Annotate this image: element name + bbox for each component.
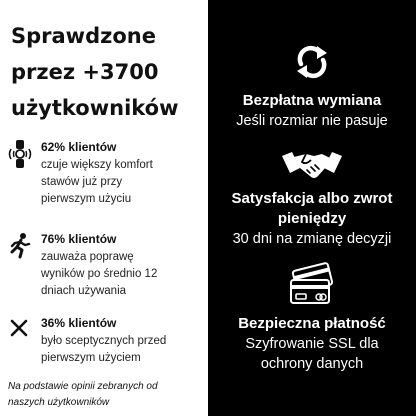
stat-description <box>41 157 153 208</box>
stat-percent: 62% klientów <box>41 140 117 154</box>
stat-line: wyników po średnio 12 <box>41 268 158 280</box>
feature-secure-payment <box>208 262 416 374</box>
headline-line: użytkowników <box>11 96 179 120</box>
stat-line: było sceptycznych przed <box>41 335 167 347</box>
feature-title-line: pieniędzy <box>277 210 347 227</box>
headline-line: przez +3700 <box>11 60 159 84</box>
stat-line: dniach używania <box>41 285 127 297</box>
source-note <box>8 379 158 411</box>
stat-line: pierwszym użyciu <box>41 193 132 205</box>
joint-icon <box>8 140 32 168</box>
feature-title-line: Bezpłatna wymiana <box>242 92 382 109</box>
right-panel <box>208 0 416 416</box>
stat-line: stawów już przy <box>41 176 123 188</box>
stat-percent: 76% klientów <box>41 232 117 246</box>
feature-title <box>208 314 416 334</box>
feature-title <box>208 189 416 229</box>
feature-subtitle <box>208 229 416 249</box>
feature-subtitle <box>208 111 416 131</box>
note-line: Na podstawie opinii zebranych od <box>8 381 158 392</box>
handshake-icon <box>282 148 342 182</box>
stat-line: pierwszym użyciem <box>41 352 141 364</box>
feature-subtitle-line: Szyfrowanie SSL dla <box>245 336 379 352</box>
feature-subtitle-line: Jeśli rozmiar nie pasuje <box>236 113 388 129</box>
feature-title-line: Satysfakcja albo zwrot <box>231 190 393 207</box>
headline-line: Sprawdzone <box>11 24 156 48</box>
stat-description <box>41 333 166 367</box>
stat-percent: 36% klientów <box>41 316 117 330</box>
headline <box>11 18 179 126</box>
stat-description <box>41 249 157 300</box>
credit-cards-icon <box>286 262 338 306</box>
note-line: naszych użytkowników <box>8 397 110 408</box>
feature-money-back <box>208 148 416 249</box>
cross-icon <box>8 316 32 344</box>
feature-free-exchange <box>208 42 416 131</box>
feature-subtitle-line: 30 dni na zmianę decyzji <box>232 231 392 247</box>
runner-icon <box>8 232 32 260</box>
stat-line: zauważa poprawę <box>41 251 134 263</box>
feature-title <box>208 91 416 111</box>
feature-subtitle <box>208 334 416 374</box>
feature-title-line: Bezpieczna płatność <box>238 315 386 332</box>
stat-line: czuje większy komfort <box>41 159 153 171</box>
feature-subtitle-line: ochrony danych <box>260 356 364 372</box>
exchange-arrows-icon <box>292 42 332 82</box>
